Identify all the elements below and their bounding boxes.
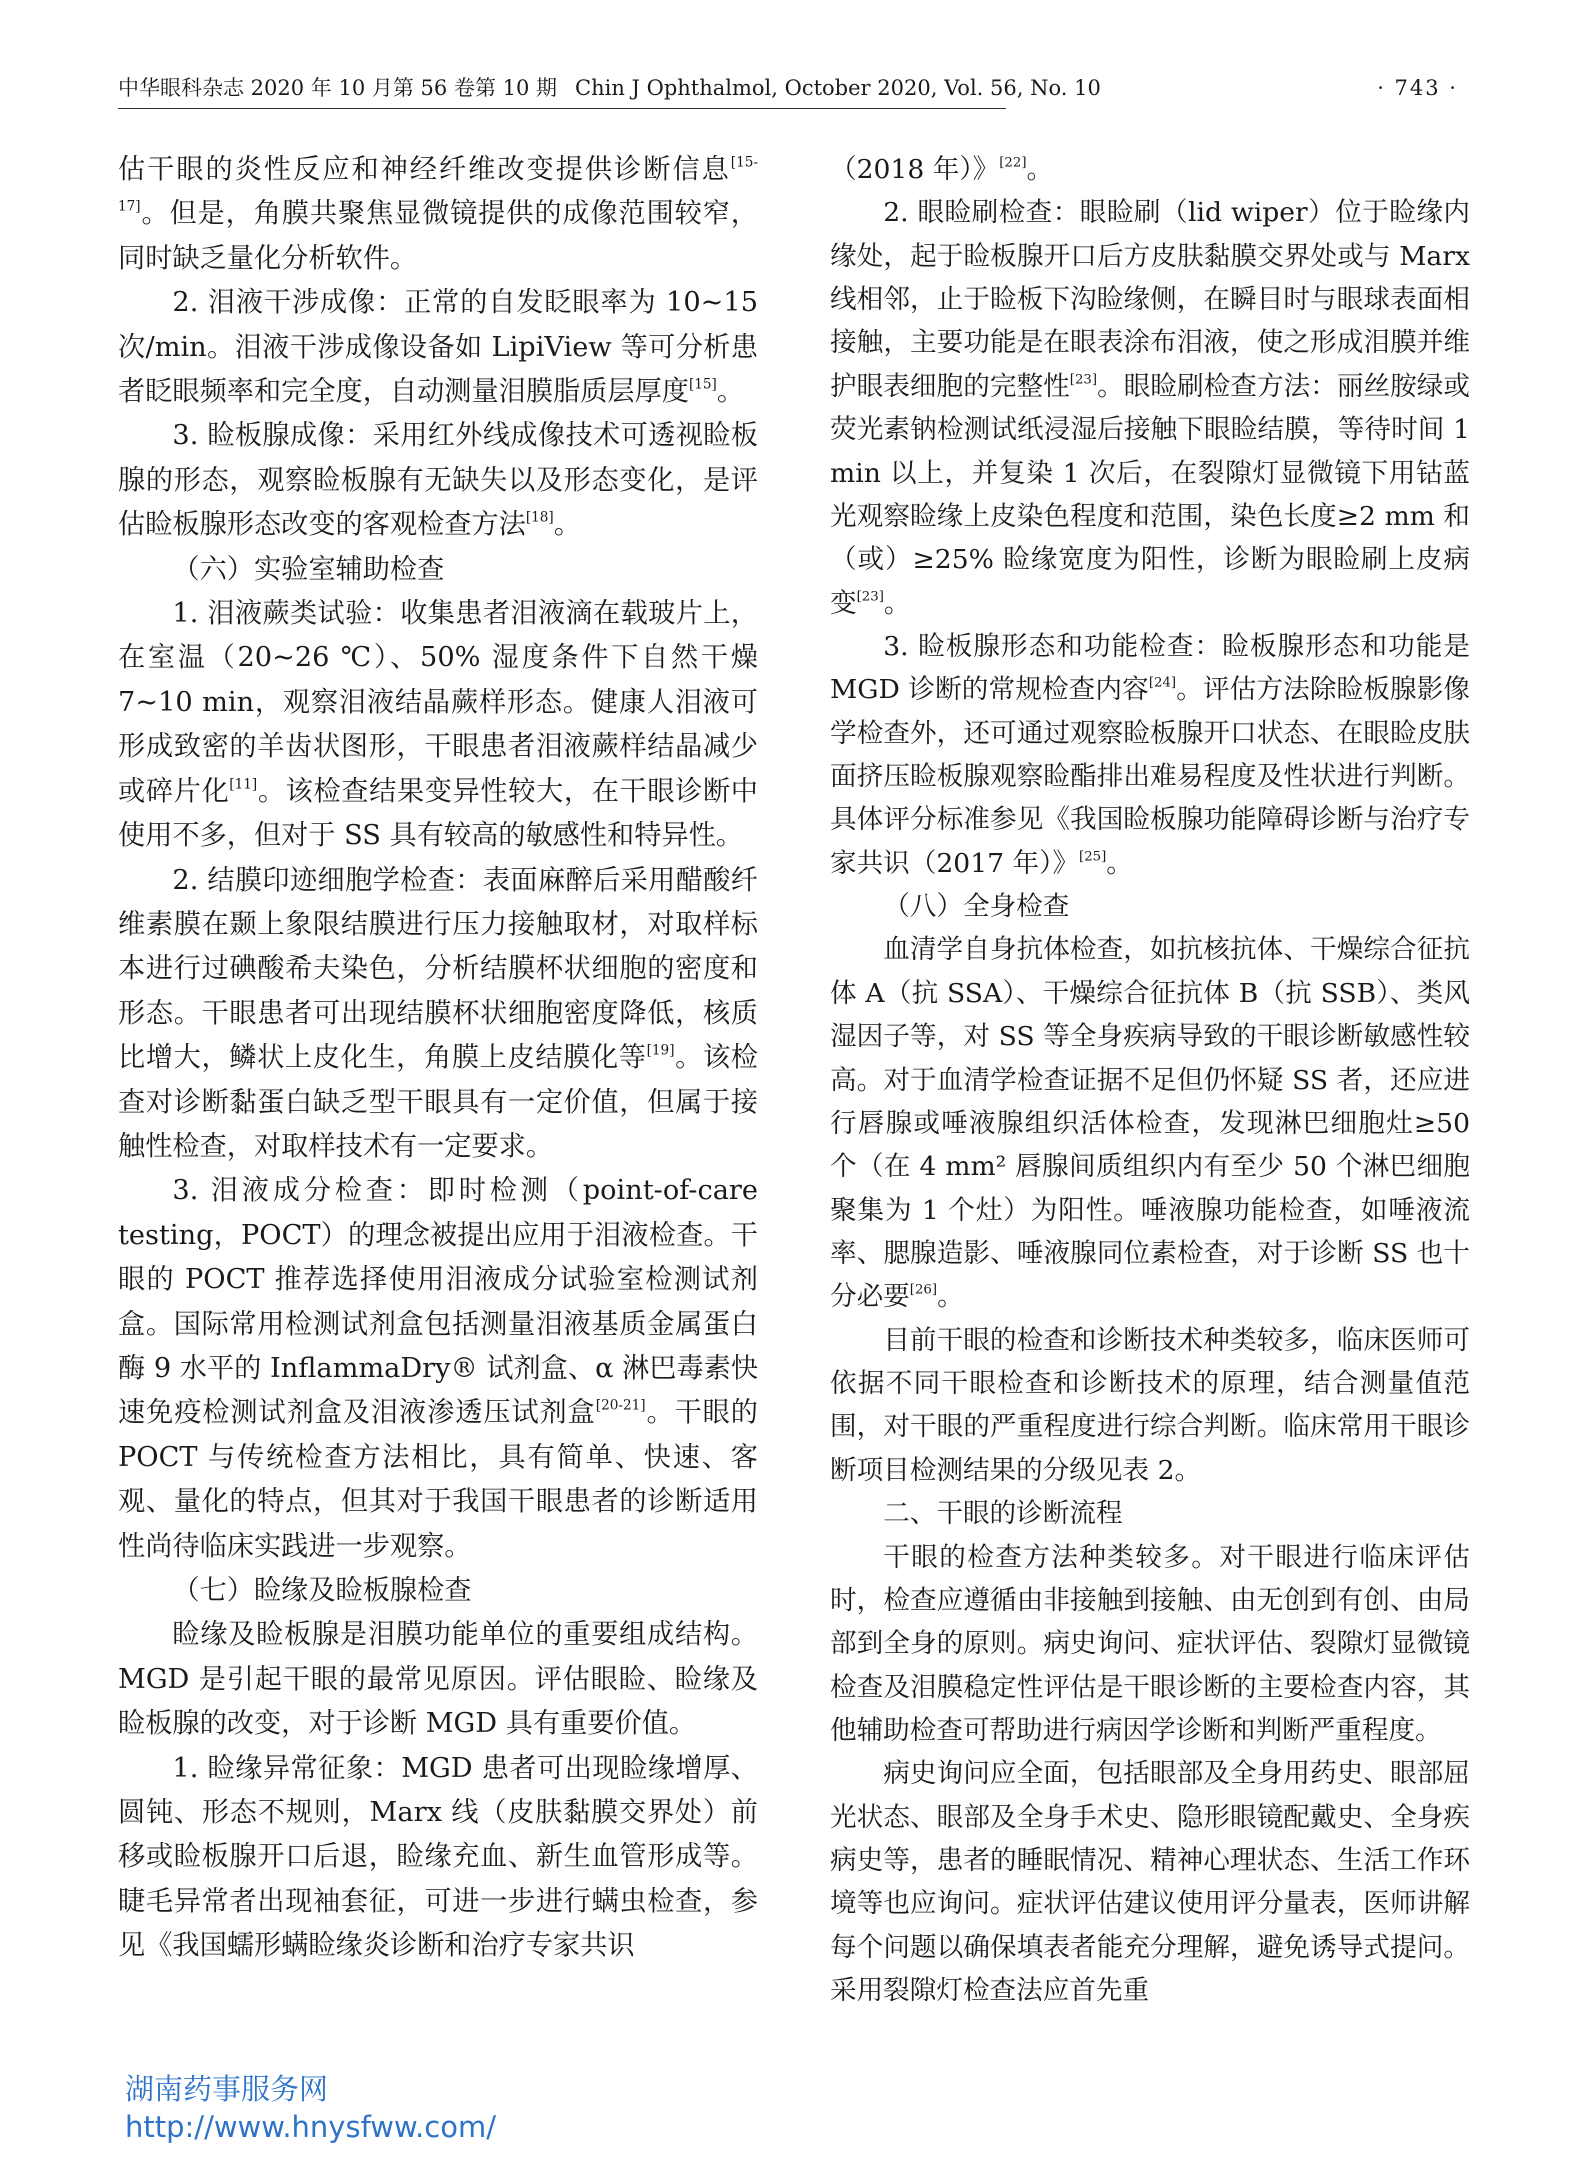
paragraph: 1. 睑缘异常征象：MGD 患者可出现睑缘增厚、圆钝、形态不规则，Marx 线（皮肤黏膜交界处）前移或睑板腺开口后退，睑缘充血、新生血管形成等。睫毛异常者出现袖套征，可进一步进行螨虫检查，参见《我国蠕形螨睑缘炎诊断和治疗专家共识 [118,1752,758,1962]
paragraph: 血清学自身抗体检查，如抗核抗体、干燥综合征抗体 A（抗 SSA）、干燥综合征抗体 B（抗 SSB）、类风湿因子等，对 SS 等全身疾病导致的干眼诊断敏感性较高。对于血清学检查证据不足但仍怀疑 SS 者，还应进行唇腺或唾液腺组织活体检查，发现淋巴细胞灶≥50 个（在 4 mm² 唇腺间质组织内有至少 50 个淋巴细胞聚集为 1 个灶）为阳性。唾液腺功能检查，如唾液流率、腮腺造影、唾液腺同位素检查，对于诊断 SS 也十分必要[26]。 [830,934,1470,1313]
paragraph: 2. 结膜印迹细胞学检查：表面麻醉后采用醋酸纤维素膜在颞上象限结膜进行压力接触取材，对取样标本进行过碘酸希夫染色，分析结膜杯状细胞的密度和形态。干眼患者可出现结膜杯状细胞密度降低，核质比增大，鳞状上皮化生，角膜上皮结膜化等[19]。该检查对诊断黏蛋白缺乏型干眼具有一定价值，但属于接触性检查，对取样技术有一定要求。 [118,864,758,1162]
paragraph: 病史询问应全面，包括眼部及全身用药史、眼部屈光状态、眼部及全身手术史、隐形眼镜配戴史、全身疾病史等，患者的睡眠情况、精神心理状态、生活工作环境等也应询问。症状评估建议使用评分量表，医师讲解每个问题以确保填表者能充分理解，避免诱导式提问。采用裂隙灯检查法应首先重 [830,1758,1470,2007]
paragraph: 干眼的检查方法种类较多。对干眼进行临床评估时，检查应遵循由非接触到接触、由无创到有创、由局部到全身的原则。病史询问、症状评估、裂隙灯显微镜检查及泪膜稳定性评估是干眼诊断的主要检查内容，其他辅助检查可帮助进行病因学诊断和判断严重程度。 [830,1541,1470,1746]
section-heading: 二、干眼的诊断流程 [883,1498,1123,1530]
header-rule [118,108,1006,109]
paragraph: 1. 泪液蕨类试验：收集患者泪液滴在载玻片上，在室温（20~26 ℃）、50% 湿度条件下自然干燥 7~10 min，观察泪液结晶蕨样形态。健康人泪液可形成致密的羊齿状图形，干眼患者泪液蕨样结晶减少或碎片化[11]。该检查结果变异性较大，在干眼诊断中使用不多，但对于 SS 具有较高的敏感性和特异性。 [118,598,758,852]
journal-name-en: Chin J Ophthalmol, October 2020, Vol. 56, No. 10 [575,76,1101,100]
paragraph: 3. 睑板腺形态和功能检查：睑板腺形态和功能是 MGD 诊断的常规检查内容[24]。评估方法除睑板腺影像学检查外，还可通过观察睑板腺开口状态、在眼睑皮肤面挤压睑板腺观察睑酯排出难易程度及性状进行判断。具体评分标准参见《我国睑板腺功能障碍诊断与治疗专家共识（2017 年）》[25]。 [830,630,1471,879]
paragraph: 3. 泪液成分检查：即时检测（point-of-care testing，POCT）的理念被提出应用于泪液检查。干眼的 POCT 推荐选择使用泪液成分试验室检测试剂盒。国际常用检测试剂盒包括测量泪液基质金属蛋白酶 9 水平的 InflammaDry® 试剂盒、α 淋巴毒素快速免疫检测试剂盒及泪液渗透压试剂盒[20-21]。干眼的 POCT 与传统检查方法相比，具有简单、快速、客观、量化的特点，但其对于我国干眼患者的诊断适用性尚待临床实践进一步观察。 [118,1175,759,1562]
paragraph: 3. 睑板腺成像：采用红外线成像技术可透视睑板腺的形态，观察睑板腺有无缺失以及形态变化，是评估睑板腺形态改变的客观检查方法[18]。 [118,420,758,541]
paragraph: 2. 眼睑刷检查：眼睑刷（lid wiper）位于睑缘内缘处，起于睑板腺开口后方皮肤黏膜交界处或与 Marx 线相邻，止于睑板下沟睑缘侧，在瞬目时与眼球表面相接触，主要功能是在眼表涂布泪液，使之形成泪膜并维护眼表细胞的完整性[23]。眼睑刷检查方法：丽丝胺绿或荧光素钠检测试纸浸湿后接触下眼睑结膜，等待时间 1 min 以上，并复染 1 次后，在裂隙灯显微镜下用钴蓝光观察睑缘上皮染色程度和范围，染色长度≥2 mm 和（或）≥25% 睑缘宽度为阳性，诊断为眼睑刷上皮病变[23]。 [830,197,1471,619]
right-column [830,148,1470,2012]
paragraph: 目前干眼的检查和诊断技术种类较多，临床医师可依据不同干眼检查和诊断技术的原理，结合测量值范围，对干眼的严重程度进行综合判断。临床常用干眼诊断项目检测结果的分级见表 2。 [830,1324,1470,1486]
journal-name-cn: 中华眼科杂志 2020 年 10 月第 56 卷第 10 期 [118,76,558,100]
paragraph: （2018 年）》[22]。 [830,154,1054,185]
section-heading: （七）睑缘及睑板腺检查 [172,1575,472,1606]
watermark-name: 湖南药事服务网 [125,2072,329,2106]
paragraph: 睑缘及睑板腺是泪膜功能单位的重要组成结构。MGD 是引起干眼的最常见原因。评估眼睑、睑缘及睑板腺的改变，对于诊断 MGD 具有重要价值。 [118,1619,758,1740]
section-heading: （八）全身检查 [883,891,1070,923]
paragraph: 估干眼的炎性反应和神经纤维改变提供诊断信息[15-17]。但是，角膜共聚焦显微镜提供的成像范围较窄，同时缺乏量化分析软件。 [118,154,758,274]
journal-citation [118,72,1101,104]
running-header [118,72,1458,104]
watermark [125,2070,496,2146]
watermark-url[interactable]: http://www.hnysfww.com/ [125,2110,496,2144]
section-heading: （六）实验室辅助检查 [172,553,445,585]
page-number: · 743 · [1377,76,1458,100]
left-column [118,148,758,1969]
paragraph: 2. 泪液干涉成像：正常的自发眨眼率为 10~15 次/min。泪液干涉成像设备如 LipiView 等可分析患者眨眼频率和完全度，自动测量泪膜脂质层厚度[15]。 [118,287,758,408]
